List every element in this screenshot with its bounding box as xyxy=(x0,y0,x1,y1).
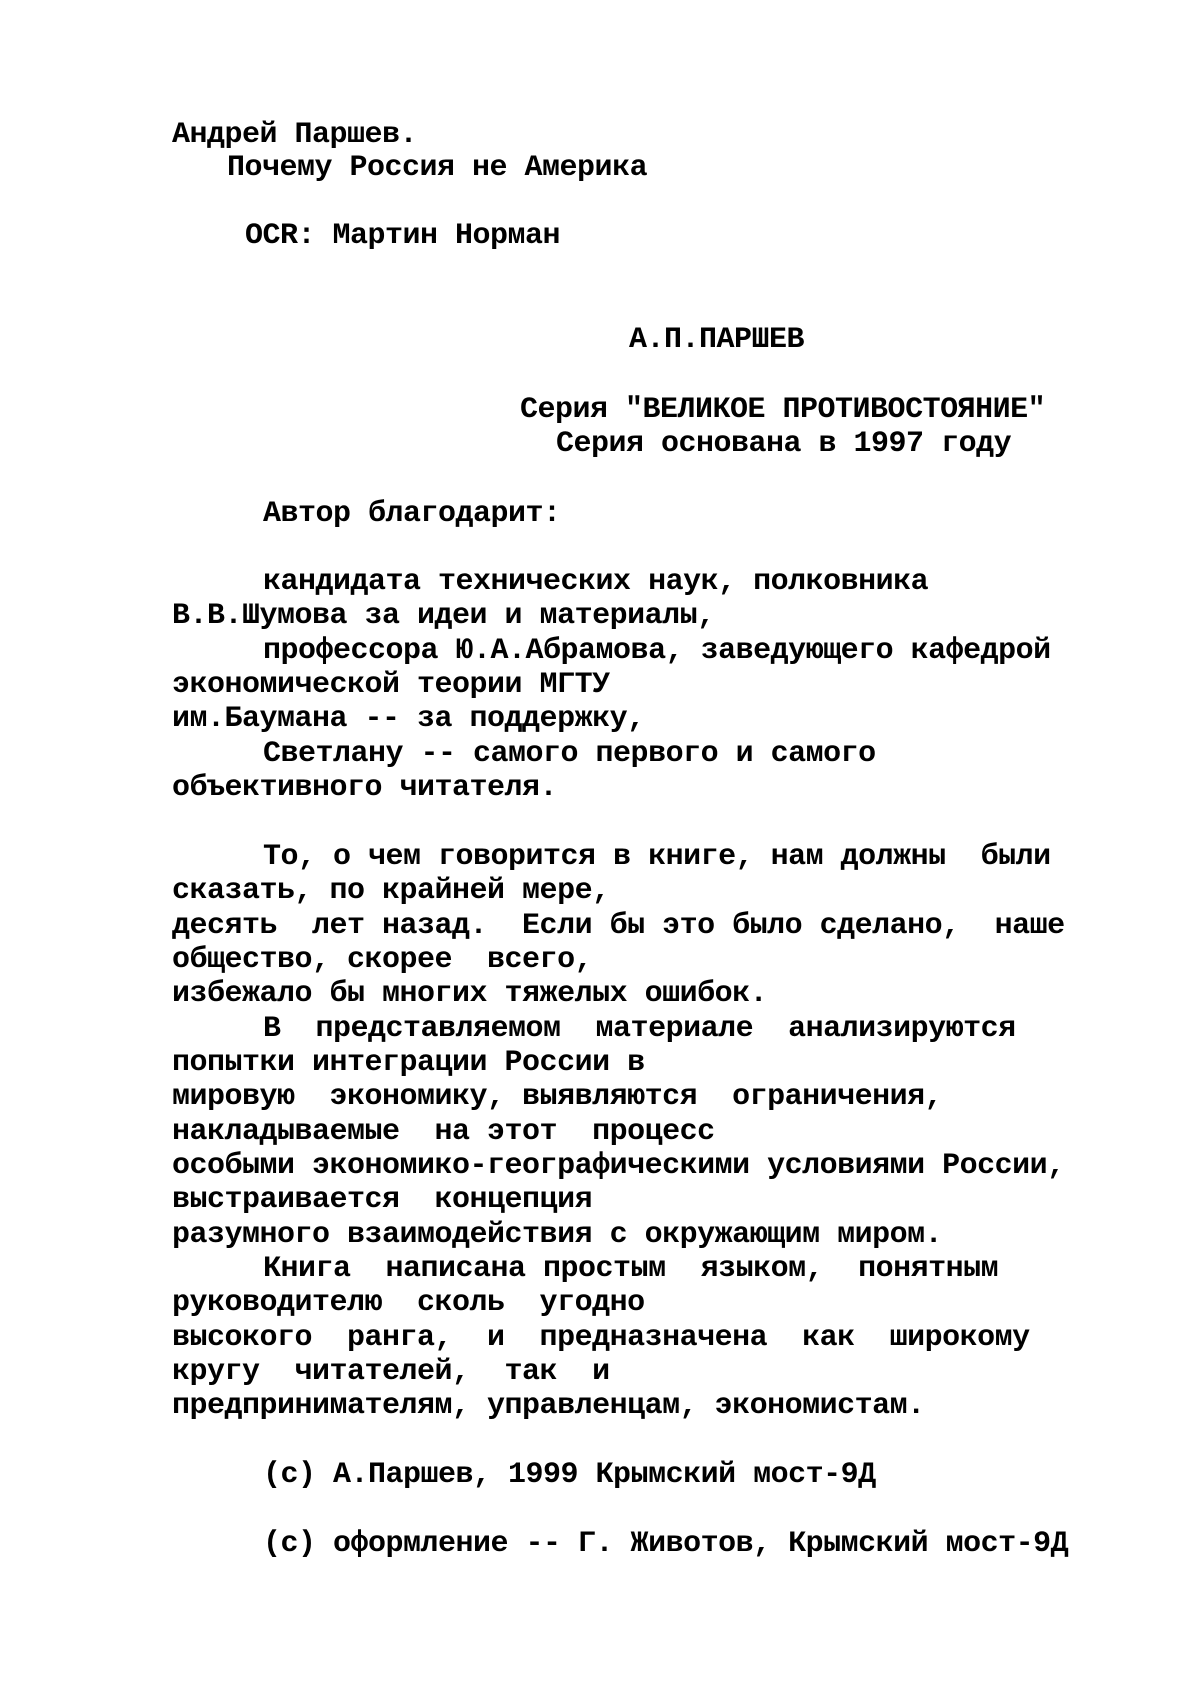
thanks-line: В.В.Шумова за идеи и материалы, xyxy=(172,599,715,633)
intro-line: особыми экономико-географическими условиями России, xyxy=(172,1149,1065,1183)
thanks-line: Светлану -- самого первого и самого xyxy=(263,737,876,771)
thanks-line: экономической теории МГТУ xyxy=(172,668,610,702)
intro-line: предпринимателям, управленцам, экономистам. xyxy=(172,1389,925,1423)
intro-line: В представляемом материале анализируются xyxy=(263,1012,1016,1046)
intro-line: руководителю сколь угодно xyxy=(172,1286,645,1320)
author-line: Андрей Паршев. xyxy=(172,118,418,152)
intro-line: выстраивается концепция xyxy=(172,1183,593,1217)
intro-line: накладываемые на этот процесс xyxy=(172,1115,715,1149)
intro-line: Книга написана простым языком, понятным xyxy=(263,1252,999,1286)
thanks-line: кандидата технических наук, полковника xyxy=(263,565,929,599)
thanks-heading: Автор благодарит: xyxy=(263,497,561,531)
copyright-author: (c) А.Паршев, 1999 Крымский мост-9Д xyxy=(263,1458,876,1492)
intro-line: То, о чем говорится в книге, нам должны были xyxy=(263,840,1051,874)
thanks-line: объективного читателя. xyxy=(172,771,558,805)
series-founded: Серия основана в 1997 году xyxy=(556,427,1012,461)
thanks-line: им.Баумана -- за поддержку, xyxy=(172,702,645,736)
intro-line: попытки интеграции России в xyxy=(172,1046,645,1080)
series-name: Серия "ВЕЛИКОЕ ПРОТИВОСТОЯНИЕ" xyxy=(520,393,1046,427)
intro-line: избежало бы многих тяжелых ошибок. xyxy=(172,977,768,1011)
intro-line: сказать, по крайней мере, xyxy=(172,874,610,908)
book-title: Почему Россия не Америка xyxy=(227,151,648,185)
intro-line: высокого ранга, и предназначена как широкому xyxy=(172,1321,1030,1355)
intro-line: десять лет назад. Если бы это было сделано, наше xyxy=(172,909,1065,943)
intro-line: мировую экономику, выявляются ограничения, xyxy=(172,1080,943,1114)
copyright-design: (c) оформление -- Г. Животов, Крымский мост-9Д xyxy=(263,1527,1069,1561)
author-caps: А.П.ПАРШЕВ xyxy=(629,323,805,357)
ocr-credit: OCR: Мартин Норман xyxy=(245,219,561,253)
intro-line: кругу читателей, так и xyxy=(172,1355,610,1389)
intro-line: общество, скорее всего, xyxy=(172,943,593,977)
thanks-line: профессора Ю.А.Абрамова, заведующего кафедрой xyxy=(263,634,1051,668)
intro-line: разумного взаимодействия с окружающим миром. xyxy=(172,1218,943,1252)
